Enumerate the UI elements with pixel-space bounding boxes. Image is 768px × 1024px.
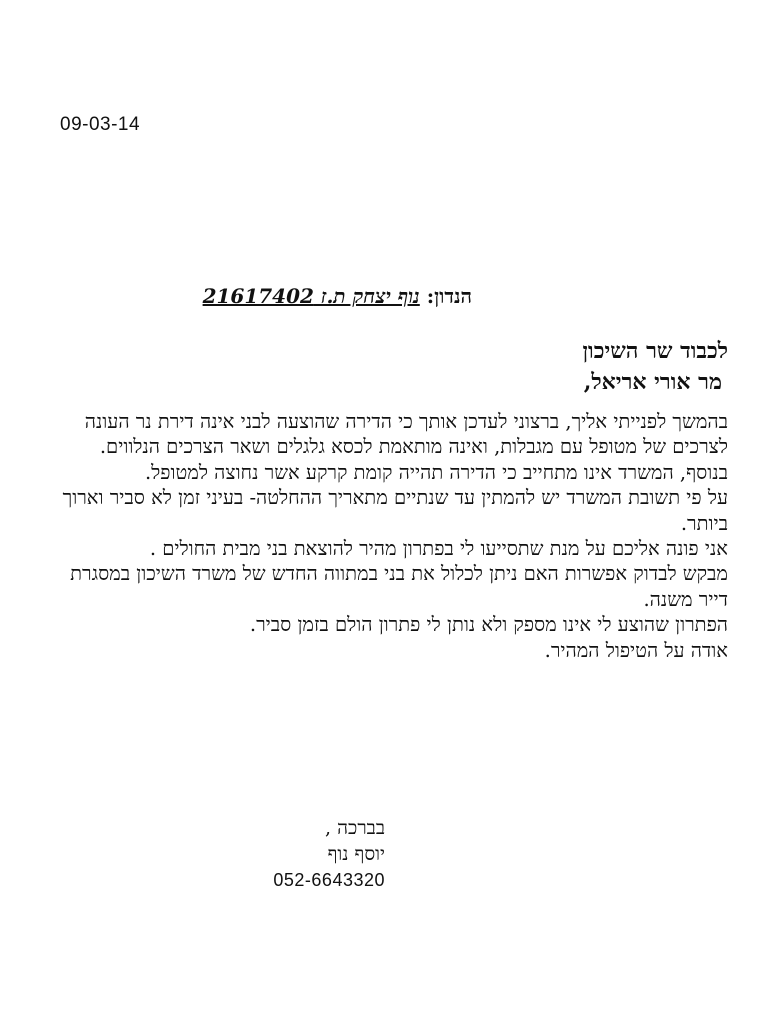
signature-block <box>255 815 385 893</box>
signature-name: יוסף נוף <box>327 843 385 865</box>
letter-body <box>38 409 728 663</box>
body-paragraph: בהמשך לפנייתי אליך, ברצוני לעדכן אותך כי הדירה שהוצעה לבני אינה דירת נר העונה לצרכים של מטופל עם מגבלות, ואינה מותאמת לכסא גלגלים ושאר הצרכים הנלווים. <box>84 410 728 459</box>
addressee-name: מר אורי אריאל, <box>583 369 722 395</box>
body-paragraph: בנוסף, המשרד אינו מתחייב כי הדירה תהייה קומת קרקע אשר נחוצה למטופל. <box>144 460 728 484</box>
signature-phone: 052-6643320 <box>273 870 385 890</box>
body-paragraph: אודה על הטיפול המהיר. <box>544 638 728 662</box>
addressee-title: לכבוד שר השיכון <box>582 338 728 364</box>
subject-line <box>203 284 472 309</box>
signature-closing: בברכה , <box>325 817 385 839</box>
body-paragraph: הפתרון שהוצע לי אינו מספק ולא נותן לי פתרון הולם בזמן סביר. <box>249 613 728 637</box>
subject-value: נוף יצחק ת.ז 21617402 <box>202 284 420 308</box>
body-paragraph: אני פונה אליכם על מנת שתסייעו לי בפתרון מהיר להוצאת בני מבית החולים . <box>149 537 728 561</box>
body-paragraph: מבקש לבדוק אפשרות האם ניתן לכלול את בני במתווה החדש של משרד השיכון במסגרת דייר משנה. <box>70 562 728 611</box>
addressee-block <box>582 336 728 398</box>
body-paragraph: על פי תשובת המשרד יש להמתין עד שנתיים מתאריך ההחלטה- בעיני זמן לא סביר וארוך ביותר. <box>62 486 728 535</box>
letter-date: 09-03-14 <box>60 114 141 135</box>
subject-label: הנדון: <box>426 284 472 308</box>
